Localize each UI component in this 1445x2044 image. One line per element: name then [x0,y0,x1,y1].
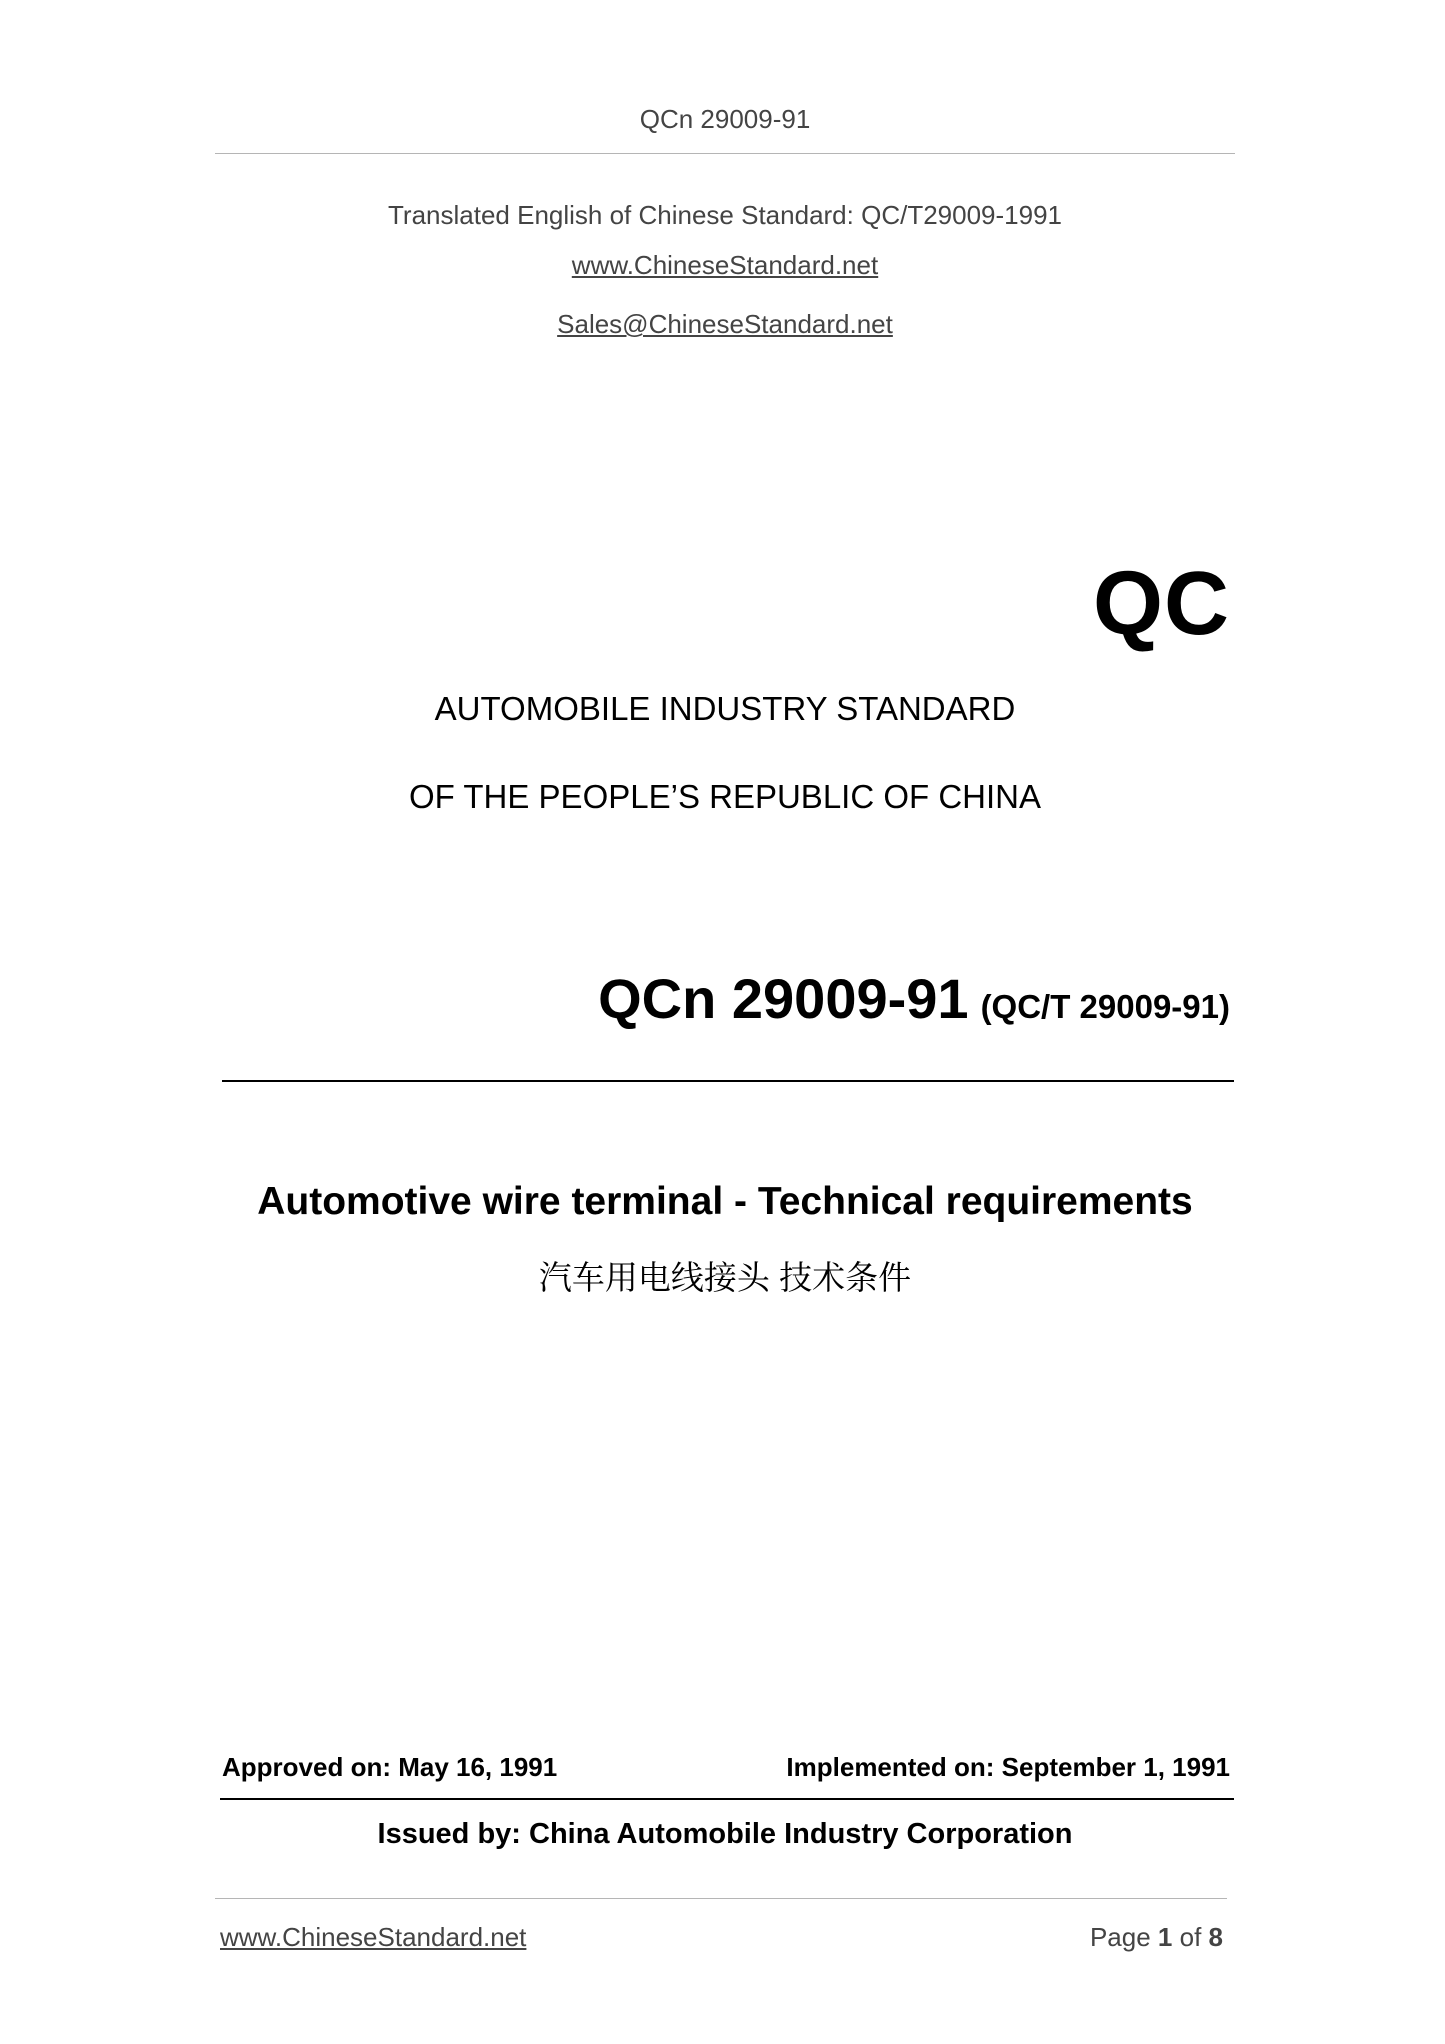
email-link-container [215,309,1235,340]
approved-date: Approved on: May 16, 1991 [222,1752,558,1782]
page-of: of [1179,1922,1202,1952]
email-link[interactable]: Sales@ChineseStandard.net [557,309,893,339]
standard-number-alt: (QC/T 29009-91) [980,988,1230,1025]
website-link-container [215,250,1235,281]
org-title-line2: OF THE PEOPLE’S REPUBLIC OF CHINA [408,778,1042,815]
page-total: 8 [1208,1922,1223,1952]
document-title-chinese: 汽车用电线接头 技术条件 [538,1259,912,1296]
implemented-date: Implemented on: September 1, 1991 [786,1752,1230,1782]
header-divider [215,153,1235,154]
standard-number-main: QCn 29009-91 [598,967,969,1030]
page-current: 1 [1157,1922,1173,1952]
issuer: Issued by: China Automobile Industry Corporation [377,1818,1073,1850]
footer-website-container [220,1922,526,1953]
page-number [1090,1922,1223,1953]
translation-note: Translated English of Chinese Standard: QC/T29009-1991 [388,200,1062,230]
footer-website-link[interactable]: www.ChineseStandard.net [220,1922,527,1952]
standard-number-divider [222,1080,1234,1082]
page-prefix: Page [1089,1922,1151,1952]
document-title: Automotive wire terminal - Technical requirements [257,1180,1193,1223]
standard-number [598,966,1230,1031]
website-link[interactable]: www.ChineseStandard.net [571,250,879,280]
running-header-code: QCn 29009-91 [639,104,811,134]
org-title-line1: AUTOMOBILE INDUSTRY STANDARD [434,690,1016,727]
standard-mark: QC [1093,554,1230,654]
dates-divider [220,1798,1234,1800]
footer-divider [215,1898,1227,1899]
